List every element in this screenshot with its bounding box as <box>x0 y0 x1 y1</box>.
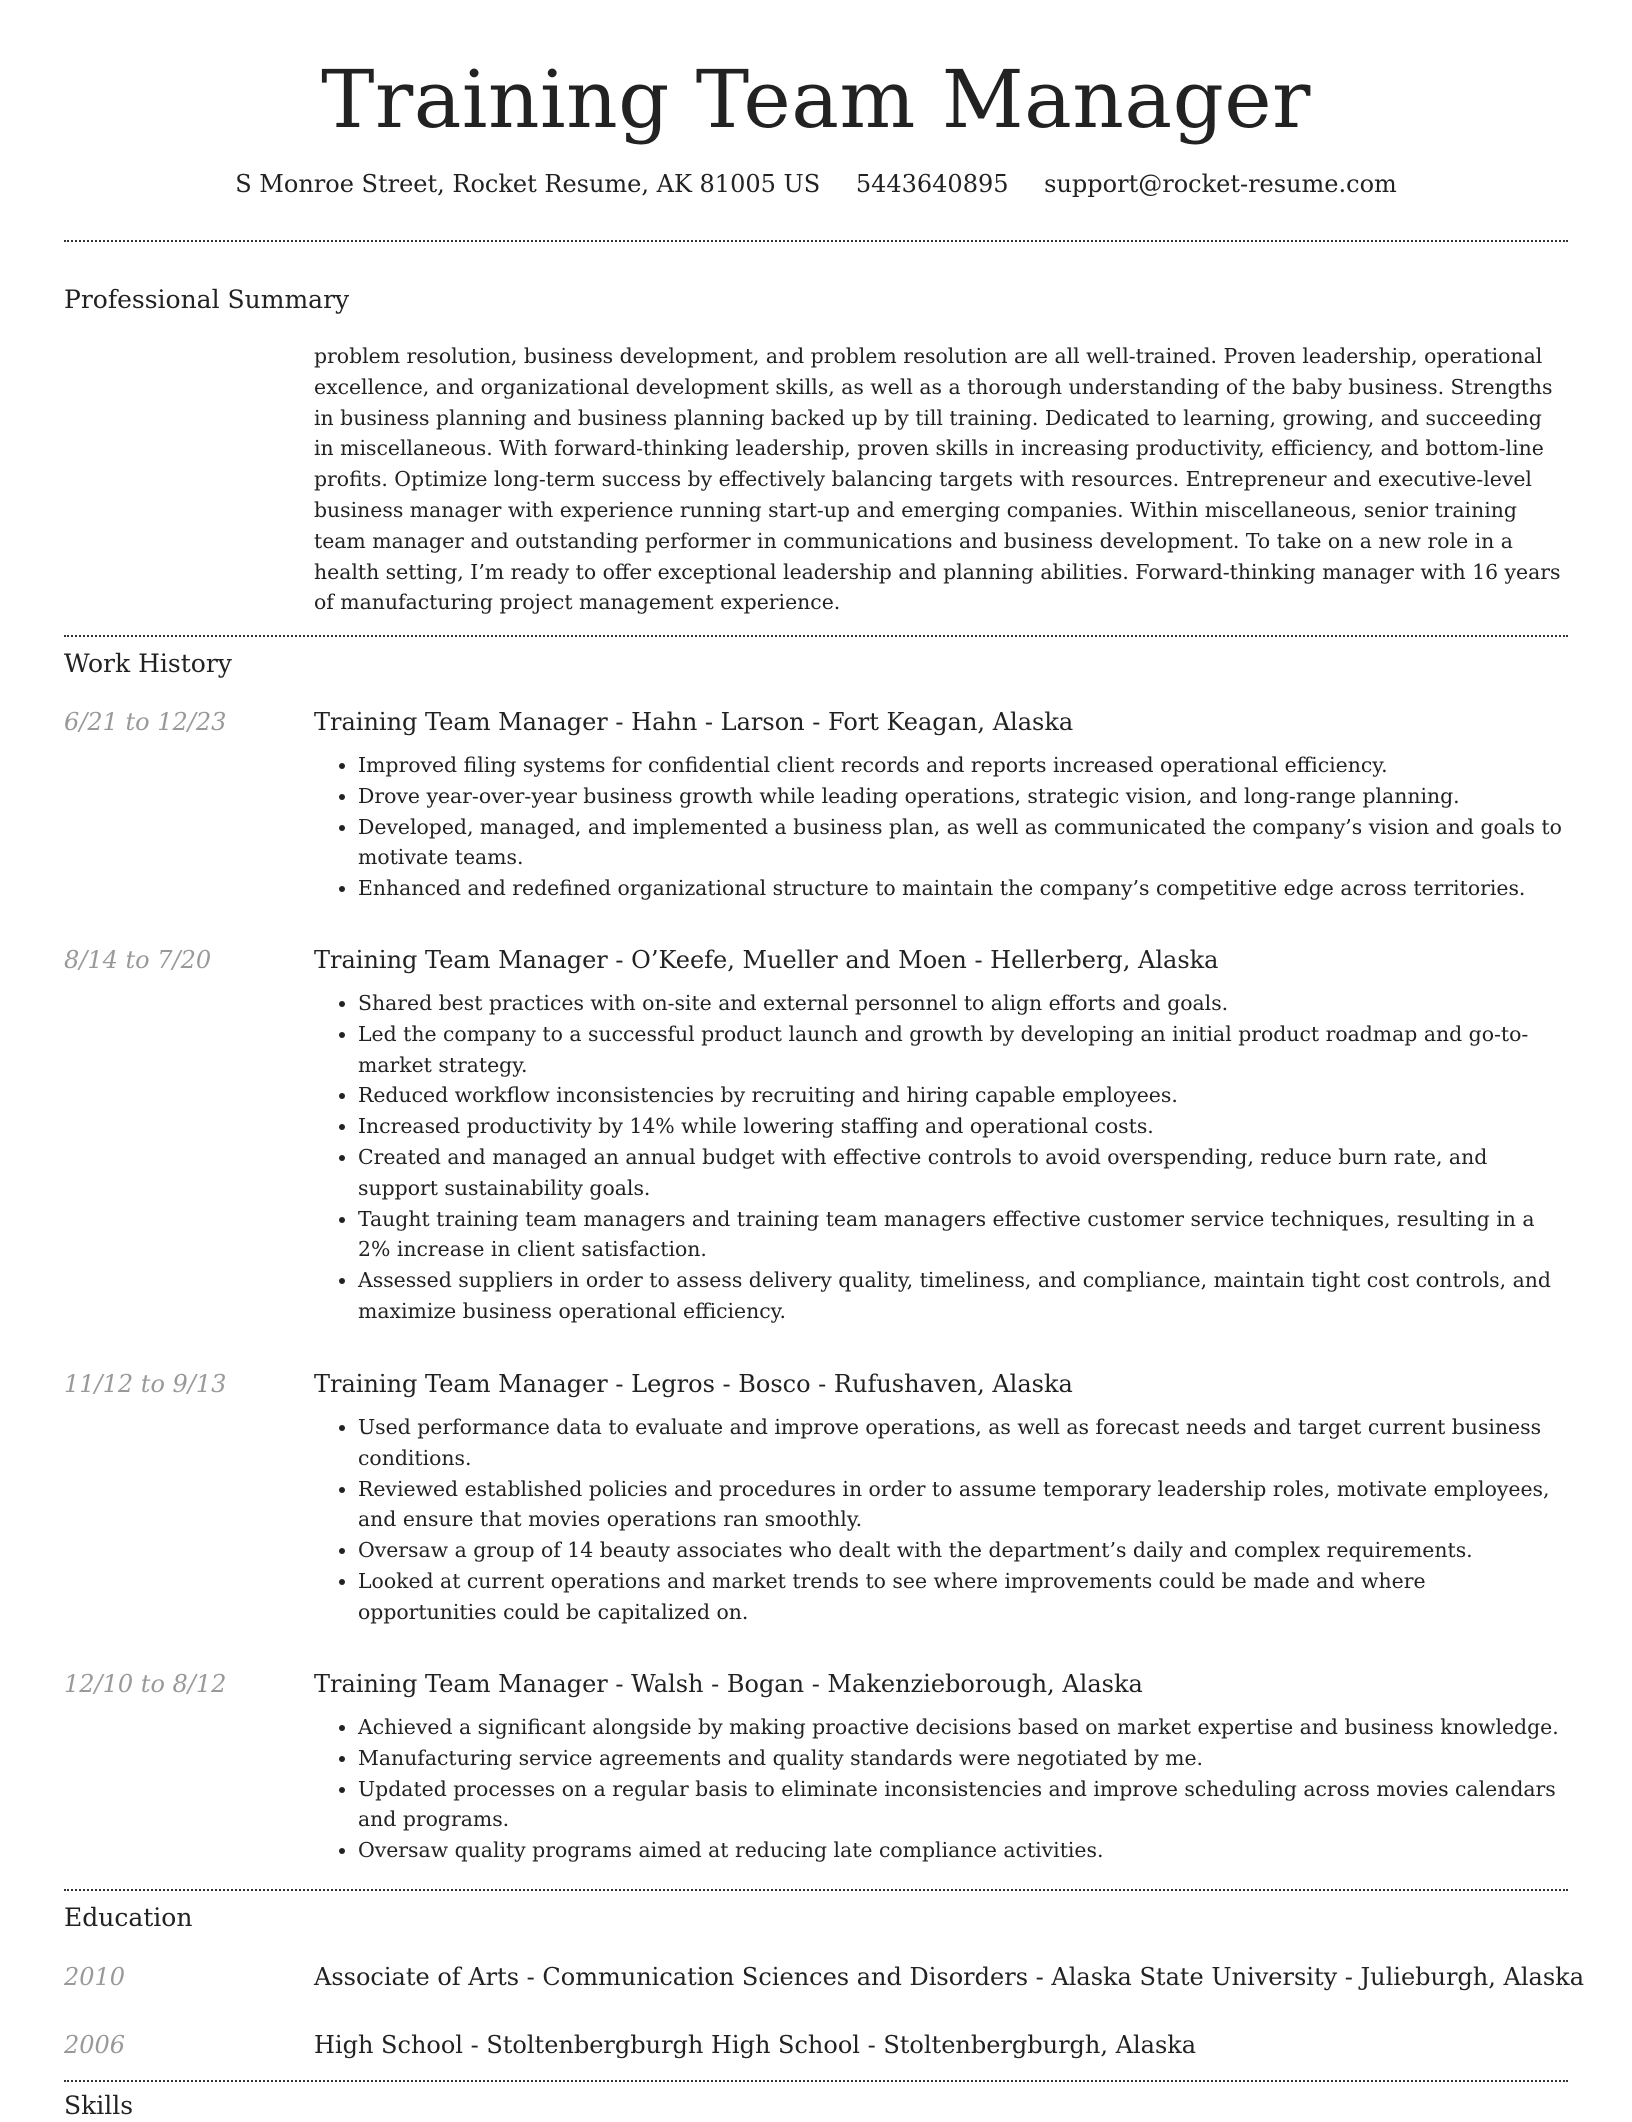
education-year: 2006 <box>64 2031 126 2059</box>
contact-line <box>0 168 1632 200</box>
education-heading: Education <box>64 1903 193 1932</box>
job-bullet: • Improved filing systems for confidential client records and reports increased operational efficiency. <box>358 750 1570 781</box>
job-bullet: • Led the company to a successful product launch and growth by developing an initial product roadmap and go-to-market strategy. <box>358 1019 1570 1081</box>
job-bullets <box>314 750 1570 904</box>
contact-phone: 5443640895 <box>855 170 1009 198</box>
job-bullet: • Enhanced and redefined organizational structure to maintain the company’s competitive edge across territories. <box>358 873 1570 904</box>
skills-heading: Skills <box>64 2091 134 2120</box>
job-dates: 11/12 to 9/13 <box>64 1370 227 1398</box>
job-title: Training Team Manager - Walsh - Bogan - Makenzieborough, Alaska <box>314 1670 1143 1698</box>
summary-divider <box>64 635 1568 637</box>
job-bullets <box>314 1712 1570 1866</box>
job-dates: 12/10 to 8/12 <box>64 1670 227 1698</box>
job-title: Training Team Manager - Hahn - Larson - Fort Keagan, Alaska <box>314 708 1074 736</box>
job-bullet: • Oversaw a group of 14 beauty associates who dealt with the department’s daily and complex requirements. <box>358 1535 1570 1566</box>
job-bullets <box>314 988 1570 1327</box>
resume-title: Training Team Manager <box>321 53 1311 146</box>
header-divider <box>64 240 1568 242</box>
job-bullet: • Increased productivity by 14% while lowering staffing and operational costs. <box>358 1111 1570 1142</box>
job-bullet: • Reviewed established policies and procedures in order to assume temporary leadership roles, motivate employees, and ensure that movies operations ran smoothly. <box>358 1474 1570 1536</box>
work-divider <box>64 1889 1568 1891</box>
job-title: Training Team Manager - O’Keefe, Mueller and Moen - Hellerberg, Alaska <box>314 946 1219 974</box>
job-bullet: • Looked at current operations and market trends to see where improvements could be made and where opportunities could be capitalized on. <box>358 1566 1570 1628</box>
job-dates: 6/21 to 12/23 <box>64 708 227 736</box>
summary-heading: Professional Summary <box>64 285 350 314</box>
education-details: Associate of Arts - Communication Sciences and Disorders - Alaska State University - Julieburgh, Alaska <box>314 1963 1585 1991</box>
contact-email[interactable]: support@rocket-resume.com <box>1044 170 1397 198</box>
job-bullet: • Taught training team managers and training team managers effective customer service techniques, resulting in a 2% increase in client satisfaction. <box>358 1204 1570 1266</box>
contact-address: S Monroe Street, Rocket Resume, AK 81005 US <box>235 170 821 198</box>
job-bullet: • Achieved a significant alongside by making proactive decisions based on market expertise and business knowledge. <box>358 1712 1570 1743</box>
job-bullet: • Drove year-over-year business growth while leading operations, strategic vision, and long-range planning. <box>358 781 1570 812</box>
job-dates: 8/14 to 7/20 <box>64 946 212 974</box>
education-details: High School - Stoltenbergburgh High School - Stoltenbergburgh, Alaska <box>314 2031 1197 2059</box>
job-bullet: • Used performance data to evaluate and improve operations, as well as forecast needs and target current business conditions. <box>358 1412 1570 1474</box>
job-bullet: • Shared best practices with on-site and external personnel to align efforts and goals. <box>358 988 1570 1019</box>
education-divider <box>64 2080 1568 2082</box>
job-title: Training Team Manager - Legros - Bosco - Rufushaven, Alaska <box>314 1370 1073 1398</box>
job-bullet: • Updated processes on a regular basis to eliminate inconsistencies and improve scheduling across movies calendars and programs. <box>358 1774 1570 1836</box>
education-year: 2010 <box>64 1963 126 1991</box>
job-bullet: • Created and managed an annual budget with effective controls to avoid overspending, reduce burn rate, and support sustainability goals. <box>358 1142 1570 1204</box>
job-bullet: • Reduced workflow inconsistencies by recruiting and hiring capable employees. <box>358 1080 1570 1111</box>
job-bullet: • Developed, managed, and implemented a business plan, as well as communicated the company’s vision and goals to motivate teams. <box>358 812 1570 874</box>
job-bullet: • Assessed suppliers in order to assess delivery quality, timeliness, and compliance, maintain tight cost controls, and maximize business operational efficiency. <box>358 1265 1570 1327</box>
work-heading: Work History <box>64 649 232 678</box>
job-bullet: • Oversaw quality programs aimed at reducing late compliance activities. <box>358 1835 1570 1866</box>
summary-text: problem resolution, business development, and problem resolution are all well-trained. Proven leadership, operational excellence, and organizational development skills, as well as a thorough understanding of the baby business. Strengths in business planning and business planning backed up by till training. Dedicated to learning, growing, and succeeding in miscellaneous. With forward-thinking leadership, proven skills in increasing productivity, efficiency, and bottom-line profits. Optimize long-term success by effectively balancing targets with resources. Entrepreneur and executive-level business manager with experience running start-up and emerging companies. Within miscellaneous, senior training team manager and outstanding performer in communications and business development. To take on a new role in a health setting, I’m ready to offer exceptional leadership and planning abilities. Forward-thinking manager with 16 years of manufacturing project management experience. <box>314 344 1561 615</box>
job-bullets <box>314 1412 1570 1628</box>
job-bullet: • Manufacturing service agreements and quality standards were negotiated by me. <box>358 1743 1570 1774</box>
